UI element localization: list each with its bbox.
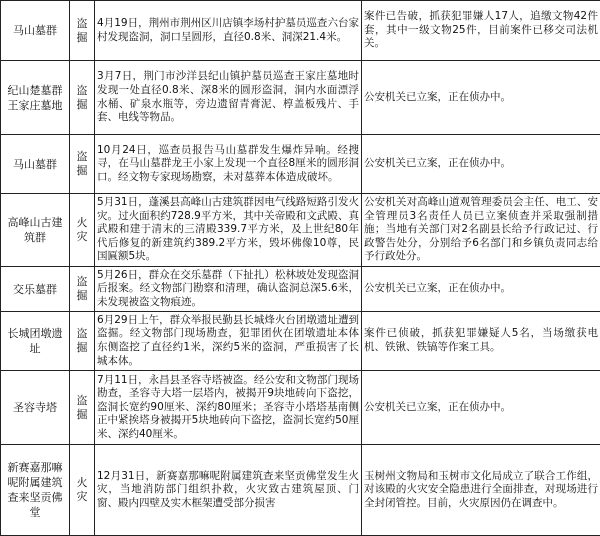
incident-type-cell: 盗掘: [70, 1, 95, 61]
case-status-cell: 公安机关已立案，正在侦办中。: [362, 371, 600, 445]
site-name-cell: 长城团墩遗址: [1, 312, 70, 371]
incident-description-cell: 4月19日，荆州市荆州区川店镇李场村护墓员巡查六台家村发现盗洞，洞口呈圆形，直径0.8米、洞深21.4米。: [95, 1, 362, 61]
incident-description-cell: 3月7日，荆门市沙洋县纪山镇护墓员巡查王家庄墓地时发现一处直径0.8米、深8米的圆形盗洞，洞内水面漂浮水桶、矿泉水瓶等，旁边遗留青膏泥、椁盖板残片、手套、电线等物品。: [95, 61, 362, 135]
incident-type-cell: 盗掘: [70, 371, 95, 445]
case-status-cell: 玉树州文物局和玉树市文化局成立了联合工作组，对该殿的火灾安全隐患进行全面排查，对现场进行全封闭管控。目前，火灾原因仍在调查中。: [362, 445, 600, 536]
site-name-cell: 新赛嘉那嘛呢附属建筑查来坚贡佛堂: [1, 445, 70, 536]
site-name-cell: 圣容寺塔: [1, 371, 70, 445]
case-status-cell: 案件已告破，抓获犯罪嫌人17人，追缴文物42件套，其中一级文物25件，目前案件已移交司法机关。: [362, 1, 600, 61]
table-row: [1, 371, 600, 445]
case-status-cell: 公安机关已立案，正在侦办中。: [362, 61, 600, 135]
site-name-cell: 交乐墓群: [1, 267, 70, 312]
table-row: [1, 312, 600, 371]
incident-type-cell: 盗掘: [70, 267, 95, 312]
incident-description-cell: 5月26日，群众在交乐墓群（下扯扎）松林坡处发现盗洞后报案。经文物部门勘察和清理，确认盗洞总深5.6米，未发现被盗文物痕迹。: [95, 267, 362, 312]
case-status-cell: 案件已侦破，抓获犯罪嫌疑人5名，当场缴获电机、铁锹、铁镐等作案工具。: [362, 312, 600, 371]
incident-description-cell: 6月29日上午，群众举报民勤县长城烽火台团墩遗址遭到盗掘。经文物部门现场勘查，犯罪团伙在团墩遗址本体东侧盗挖了直径约1米，深约5米的盗洞，严重损害了长城本体。: [95, 312, 362, 371]
incident-type-cell: 盗掘: [70, 135, 95, 194]
incident-description-cell: 5月31日，蓬溪县高峰山古建筑群因电气线路短路引发火灾。过火面积约728.9平方米，其中关帝殿和文武殿、真武殿和建于清末的三清殿339.7平方米，及上世纪80年代后修复的新建筑约389.2平方米，毁坏佛像10尊，民国匾额5块。: [95, 194, 362, 267]
incident-description-cell: 10月24日，巡查员报告马山墓群发生爆炸异响。经搜寻，在马山墓群龙王小家上发现一个直径8厘米的圆形洞口。经文物专家现场勘察，未对墓葬本体造成破坏。: [95, 135, 362, 194]
site-name-cell: 纪山楚墓群王家庄墓地: [1, 61, 70, 135]
table-row: [1, 267, 600, 312]
incident-type-cell: 火灾: [70, 445, 95, 536]
table-row: [1, 1, 600, 61]
case-status-cell: 公安机关已立案，正在侦办中。: [362, 267, 600, 312]
table-row: [1, 194, 600, 267]
site-name-cell: 高峰山古建筑群: [1, 194, 70, 267]
site-name-cell: 马山墓群: [1, 1, 70, 61]
incident-description-cell: 12月31日，新赛嘉那嘛呢附属建筑查来坚贡佛堂发生火灾，当地消防部门组织扑救，火灾致古建筑屋顶、门窗、殿内四壁及实木框架遭受部分损害: [95, 445, 362, 536]
table-row: [1, 445, 600, 536]
incident-description-cell: 7月11日，永昌县圣容寺塔被盗。经公安和文物部门现场勘查，圣容寺大塔一层塔内，被揭开9块地砖向下盗挖，盗洞长宽约90厘米、深约80厘米；圣容寺小塔塔基南侧正中紧挨塔身被揭开5块地砖向下盗挖，盗洞长宽约50厘米、深约40厘米。: [95, 371, 362, 445]
case-status-cell: 公安机关已立案，正在侦办中。: [362, 135, 600, 194]
site-name-cell: 马山墓群: [1, 135, 70, 194]
case-status-cell: 公安机关对高峰山道观管理委员会主任、电工、安全管理员3名责任人员已立案侦查并采取强制措施；当地有关部门对2名副县长给予行政记过、行政警告处分，分别给予6名部门和乡镇负责同志给予行政处分。: [362, 194, 600, 267]
table-row: [1, 61, 600, 135]
table-row: [1, 135, 600, 194]
incident-type-cell: 盗掘: [70, 61, 95, 135]
incident-type-cell: 盗掘: [70, 312, 95, 371]
incident-type-cell: 火灾: [70, 194, 95, 267]
